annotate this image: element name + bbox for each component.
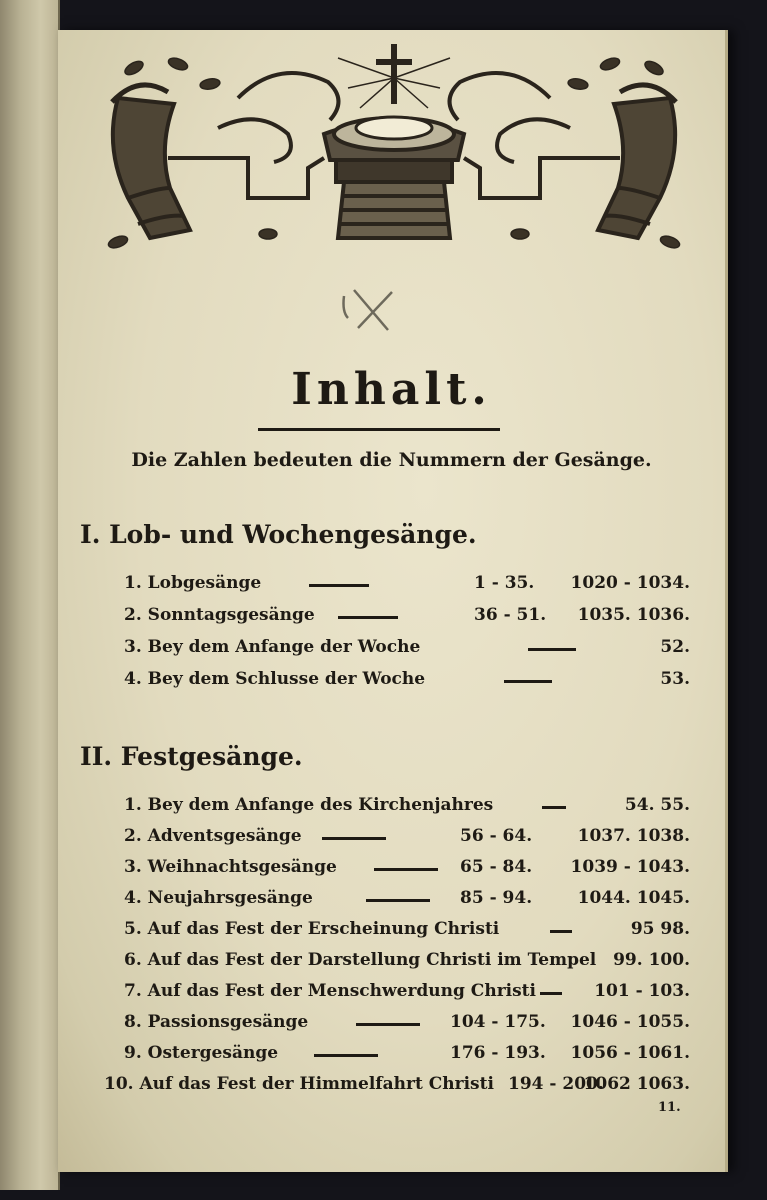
entry-label: 1. Bey dem Anfange des Kirchenjahres: [124, 795, 494, 815]
book-page: [58, 30, 728, 1172]
entry-label: 3. Bey dem Anfange der Woche: [124, 637, 421, 657]
catchword: 11.: [658, 1100, 681, 1115]
leader-dash: [314, 1054, 378, 1057]
entry-extra-numbers: 1056 - 1061.: [570, 1043, 690, 1063]
woodcut-ornament-header: [98, 38, 690, 250]
page-subtitle: Die Zahlen bedeuten die Nummern der Gesänge.: [131, 449, 652, 471]
entry-extra-numbers: 1035. 1036.: [577, 605, 690, 625]
entry-extra-numbers: 1020 - 1034.: [570, 573, 690, 593]
entry-extra-numbers: 1039 - 1043.: [570, 857, 690, 877]
toc-entry: [124, 605, 690, 633]
entry-extra-numbers: 1037. 1038.: [577, 826, 690, 846]
toc-entry: [124, 981, 690, 1009]
entry-numbers: 194 - 200.: [508, 1074, 604, 1094]
leader-dash: [356, 1023, 420, 1026]
title-rule: [258, 428, 500, 431]
entry-label: 1. Lobgesänge: [124, 573, 262, 593]
entry-numbers: 56 - 64.: [460, 826, 533, 846]
entry-label: 9. Ostergesänge: [124, 1043, 279, 1063]
section-heading: I. Lob- und Wochengesänge.: [80, 520, 477, 549]
entry-numbers: 36 - 51.: [474, 605, 547, 625]
toc-entry: [124, 826, 690, 854]
toc-entry: [124, 637, 690, 665]
page-title: Inhalt.: [291, 364, 492, 415]
entry-numbers: 65 - 84.: [460, 857, 533, 877]
toc-entry: [104, 1074, 690, 1102]
entry-label: 5. Auf das Fest der Erscheinung Christi: [124, 919, 500, 939]
entry-label: 3. Weihnachtsgesänge: [124, 857, 337, 877]
toc-entry: [124, 1012, 690, 1040]
entry-extra-numbers: 52.: [660, 637, 690, 657]
entry-extra-numbers: 1062 1063.: [583, 1074, 690, 1094]
toc-entry: [124, 1043, 690, 1071]
entry-label: 8. Passionsgesänge: [124, 1012, 309, 1032]
entry-label: 4. Bey dem Schlusse der Woche: [124, 669, 426, 689]
toc-entry: [124, 888, 690, 916]
section-heading: II. Festgesänge.: [80, 742, 303, 771]
leader-dash: [309, 584, 369, 587]
toc-entry: [124, 857, 690, 885]
handwritten-pencil-mark: [336, 278, 406, 338]
entry-label: 10. Auf das Fest der Himmelfahrt Christi: [104, 1074, 494, 1094]
entry-extra-numbers: 99. 100.: [613, 950, 690, 970]
entry-numbers: 85 - 94.: [460, 888, 533, 908]
entry-numbers: 104 - 175.: [450, 1012, 546, 1032]
entry-extra-numbers: 95 98.: [630, 919, 690, 939]
facing-page: [0, 0, 60, 1190]
entry-extra-numbers: 1044. 1045.: [577, 888, 690, 908]
entry-label: 4. Neujahrsgesänge: [124, 888, 313, 908]
toc-entry: [124, 950, 690, 978]
entry-label: 7. Auf das Fest der Menschwerdung Christi: [124, 981, 536, 1001]
toc-entry: [124, 795, 690, 823]
leader-dash: [504, 680, 552, 683]
entry-label: 2. Adventsgesänge: [124, 826, 302, 846]
entry-extra-numbers: 53.: [660, 669, 690, 689]
entry-numbers: 176 - 193.: [450, 1043, 546, 1063]
leader-dash: [550, 930, 572, 933]
leader-dash: [374, 868, 438, 871]
leader-dash: [540, 992, 562, 995]
leader-dash: [542, 806, 566, 809]
toc-entry: [124, 669, 690, 697]
entry-extra-numbers: 101 - 103.: [594, 981, 690, 1001]
entry-label: 6. Auf das Fest der Darstellung Christi im Tempel: [124, 950, 597, 970]
leader-dash: [366, 899, 430, 902]
entry-label: 2. Sonntagsgesänge: [124, 605, 315, 625]
entry-extra-numbers: 1046 - 1055.: [570, 1012, 690, 1032]
leader-dash: [528, 648, 576, 651]
entry-numbers: 1 - 35.: [474, 573, 535, 593]
leader-dash: [338, 616, 398, 619]
entry-extra-numbers: 54. 55.: [624, 795, 690, 815]
toc-entry: [124, 573, 690, 601]
toc-entry: [124, 919, 690, 947]
leader-dash: [322, 837, 386, 840]
